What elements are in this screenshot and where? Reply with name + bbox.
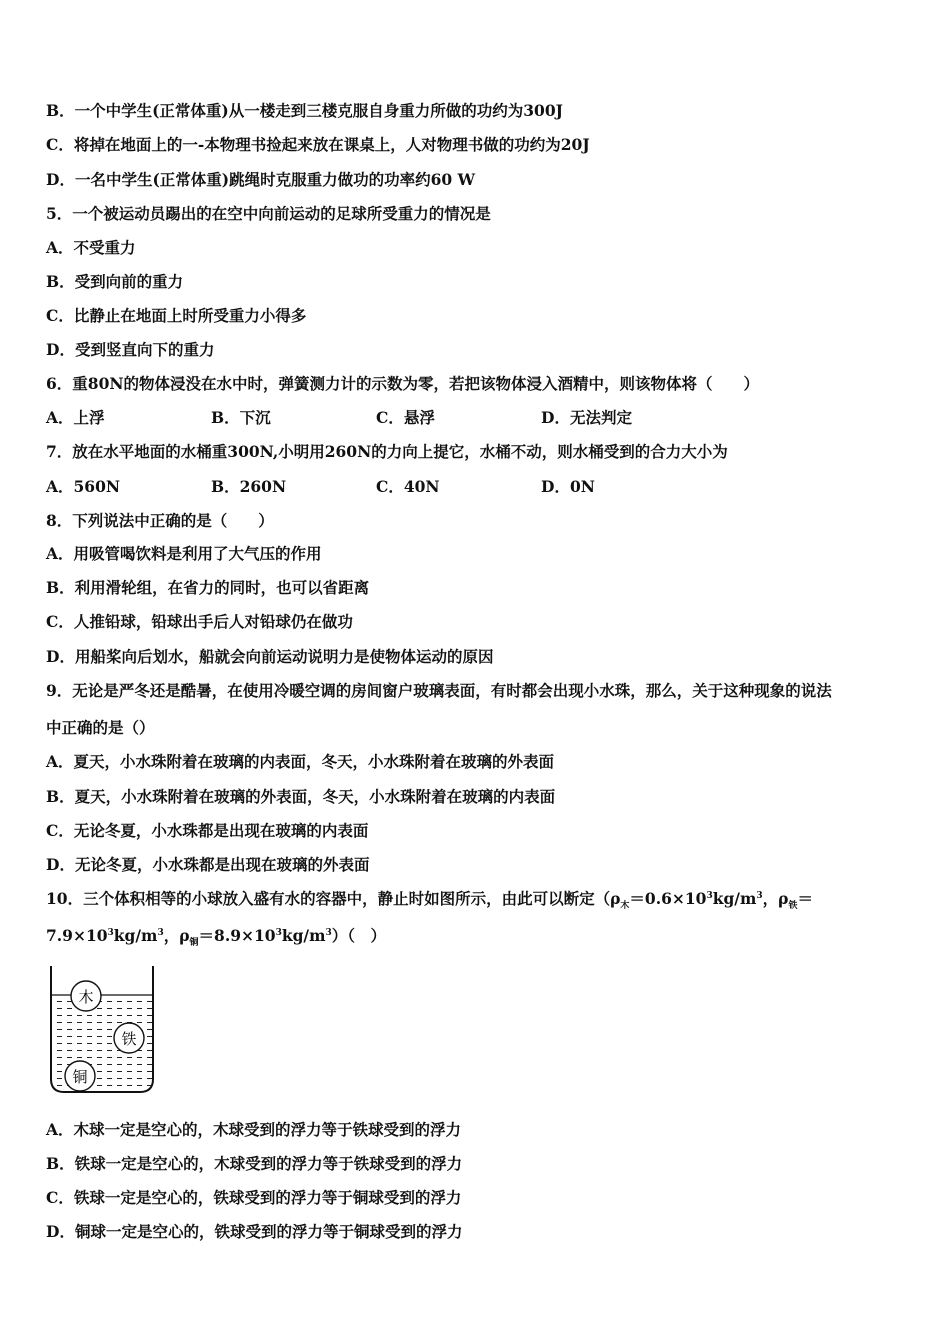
container-figure <box>46 963 158 1097</box>
option-7c: C．40N <box>376 477 440 496</box>
option-6b: B．下沉 <box>211 408 271 427</box>
question-9-line1: 9．无论是严冬还是酷暑，在使用冷暖空调的房间窗户玻璃表面，有时都会出现小水珠，那么，关于这种现象的说法 <box>46 681 832 700</box>
question-8: 8．下列说法中正确的是（ ） <box>46 511 274 530</box>
option-7a: A．560N <box>46 477 121 496</box>
option-6c: C．悬浮 <box>376 408 435 427</box>
question-6: 6．重80N的物体浸没在水中时，弹簧测力计的示数为零，若把该物体浸入酒精中，则该物体将（ ） <box>46 374 760 393</box>
option-9b: B．夏天，小水珠附着在玻璃的外表面，冬天，小水珠附着在玻璃的内表面 <box>46 787 556 806</box>
option-5b: B．受到向前的重力 <box>46 272 184 291</box>
option-10a: A．木球一定是空心的，木球受到的浮力等于铁球受到的浮力 <box>46 1120 462 1139</box>
option-5d: D．受到竖直向下的重力 <box>46 340 215 359</box>
option-7b: B．260N <box>211 477 287 496</box>
option-6d: D．无法判定 <box>541 408 632 427</box>
option-9d: D．无论冬夏，小水珠都是出现在玻璃的外表面 <box>46 855 370 874</box>
ball-copper <box>65 1061 95 1091</box>
option-7d: D．0N <box>541 477 595 496</box>
line-q4c: C．将掉在地面上的一-本物理书捡起来放在课桌上，人对物理书做的功约为20J <box>46 135 590 154</box>
line-q4d: D．一名中学生(正常体重)跳绳时克服重力做功的功率约60 W <box>46 170 475 189</box>
ball-wood <box>71 981 101 1011</box>
option-6a: A．上浮 <box>46 408 105 427</box>
option-8a: A．用吸管喝饮料是利用了大气压的作用 <box>46 544 322 563</box>
option-8b: B．利用滑轮组，在省力的同时，也可以省距离 <box>46 578 370 597</box>
option-5c: C．比静止在地面上时所受重力小得多 <box>46 306 307 325</box>
option-10b: B．铁球一定是空心的，木球受到的浮力等于铁球受到的浮力 <box>46 1154 463 1173</box>
ball-copper-label: 铜 <box>72 1068 88 1086</box>
line-q4b: B．一个中学生(正常体重)从一楼走到三楼克服自身重力所做的功约为300J <box>46 101 563 120</box>
option-10c: C．铁球一定是空心的，铁球受到的浮力等于铜球受到的浮力 <box>46 1188 462 1207</box>
question-10-line2: $7.9\times 10^3kg/m^3$，$\rho_铜=8.9\times 10^3kg/m^3$）（ ） <box>46 926 387 949</box>
ball-iron <box>114 1023 144 1053</box>
option-8d: D．用船桨向后划水，船就会向前运动说明力是使物体运动的原因 <box>46 647 494 666</box>
ball-wood-label: 木 <box>78 988 94 1006</box>
option-5a: A．不受重力 <box>46 238 136 257</box>
option-8c: C．人推铅球，铅球出手后人对铅球仍在做功 <box>46 612 353 631</box>
question-7: 7．放在水平地面的水桶重300N,小明用260N的力向上提它，水桶不动，则水桶受到的合力大小为 <box>46 442 728 461</box>
question-5: 5．一个被运动员踢出的在空中向前运动的足球所受重力的情况是 <box>46 204 491 223</box>
question-10-line1: 10．三个体积相等的小球放入盛有水的容器中，静止时如图所示，由此可以断定（$\rho_木=0.6\times 10^3kg/m^3$，$\rho_铁=$ <box>46 889 813 912</box>
option-9a: A．夏天，小水珠附着在玻璃的内表面，冬天，小水珠附着在玻璃的外表面 <box>46 752 555 771</box>
question-9-line2: 中正确的是（） <box>46 718 155 737</box>
option-10d: D．铜球一定是空心的，铁球受到的浮力等于铜球受到的浮力 <box>46 1222 463 1241</box>
option-9c: C．无论冬夏，小水珠都是出现在玻璃的内表面 <box>46 821 369 840</box>
ball-iron-label: 铁 <box>121 1030 137 1048</box>
